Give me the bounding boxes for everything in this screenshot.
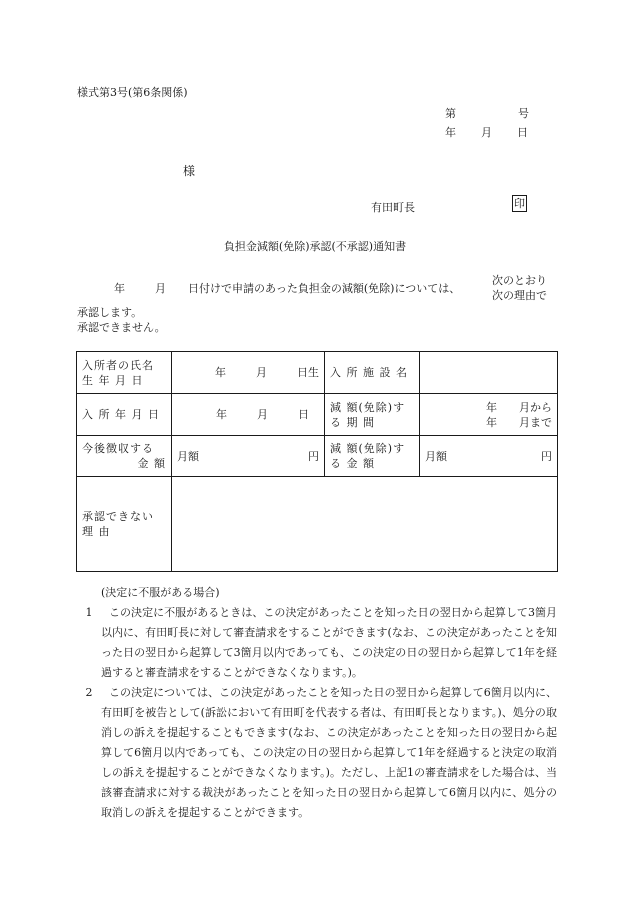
- intro-month: 月: [155, 282, 166, 295]
- collect-label-line1: 今後徴収する: [82, 442, 154, 455]
- seal-mark: 印: [514, 197, 525, 210]
- list-item: [77, 603, 557, 683]
- table-row: [77, 352, 558, 394]
- notes-heading: (決定に不服がある場合): [101, 586, 220, 599]
- dob-day: 日生: [297, 366, 319, 379]
- document-number: [445, 105, 529, 121]
- note-text: この決定に不服があるときは、この決定があったことを知った日の翌日から起算して3箇月以内に、有田町長に対して審査請求をすることができます(なお、この決定があったことを知った日の翌日から起算して3箇月以内であっても、この決定の日の翌日から起算して1年を経過すると審査請求をすることができなくなります。)。: [101, 606, 557, 679]
- form-number: 様式第3号(第6条関係): [77, 86, 188, 99]
- reduce-label-line2: る 金 額: [330, 457, 375, 470]
- name-dob-label-line2: 生 年 月 日: [82, 373, 144, 387]
- reduce-label-line1: 減 額(免除)す: [330, 442, 406, 455]
- reduce-monthly: 月額: [425, 449, 447, 463]
- issuer: 有田町長: [371, 201, 415, 214]
- document-date: [445, 124, 528, 140]
- intro-line: [114, 280, 460, 296]
- reason-label-line2: [82, 524, 166, 539]
- reduce-amount-cell: [420, 436, 558, 477]
- name-dob-label-line1: 入所者の氏名: [82, 358, 154, 372]
- period-cell: [420, 394, 558, 436]
- period-label: [325, 394, 420, 436]
- table-row: [77, 394, 558, 436]
- collect-amount-label: [77, 436, 172, 477]
- period-to: 月まで: [519, 415, 552, 429]
- doc-date-month: 月: [481, 126, 492, 139]
- choice-as-follows: 次のとおり: [492, 274, 547, 287]
- dob-cell: [172, 352, 325, 394]
- admission-day: 日: [298, 408, 309, 421]
- reduce-amount-label: [325, 436, 420, 477]
- period-label-line2: る 期 間: [330, 415, 375, 429]
- period-to-year: 年: [486, 415, 497, 429]
- reason-value: [172, 477, 558, 572]
- period-from: 月から: [519, 400, 552, 414]
- name-dob-label: [77, 352, 172, 394]
- disapprove-text: 承認できません。: [77, 321, 166, 334]
- collect-yen: 円: [308, 449, 319, 463]
- dob-month: 月: [256, 366, 267, 379]
- table-row: [77, 436, 558, 477]
- list-item: [77, 683, 557, 823]
- period-label-line1: 減 額(免除)す: [330, 400, 406, 414]
- doc-date-year: 年: [445, 126, 456, 139]
- note-text: この決定については、この決定があったことを知った日の翌日から起算して6箇月以内に、有田町を被告として(訴訟において有田町を代表する者は、有田町長となります。)、処分の取消しの訴えを提起することもできます(なお、この決定があったことを知った日の翌日から起算して6箇月以内であっても、この決定の日の翌日から起算して1年を経過すると決定の取消しの訴えを提起することができなくなります。)。ただし、上記1の審査請求をした場合は、当該審査請求に対する裁決があったことを知った日の翌日から起算して6箇月以内に、処分の取消しの訴えを提起することができます。: [101, 686, 557, 819]
- note-number: 2: [85, 686, 93, 699]
- dob-year: 年: [215, 366, 226, 379]
- reason-label: [77, 477, 172, 572]
- admission-year: 年: [216, 408, 227, 421]
- addressee: 様: [183, 164, 196, 178]
- approve-text: 承認します。: [77, 306, 143, 319]
- note-number: 1: [85, 606, 93, 619]
- table-row: [77, 477, 558, 572]
- intro-year: 年: [114, 282, 125, 295]
- collect-amount-cell: [172, 436, 325, 477]
- choice-for-reason: 次の理由で: [492, 289, 547, 302]
- appeal-notes: [77, 583, 557, 823]
- collect-label-line2: 金 額: [137, 457, 166, 470]
- admission-label: 入 所 年 月 日: [77, 394, 172, 436]
- intro-text: 日付けで申請のあった負担金の減額(免除)については、: [188, 282, 461, 295]
- facility-value: [420, 352, 558, 394]
- reason-label-line1: 承認できない: [82, 510, 154, 523]
- reduce-yen: 円: [541, 449, 552, 463]
- period-from-year: 年: [486, 400, 497, 414]
- admission-date-cell: [172, 394, 325, 436]
- doc-date-day: 日: [517, 126, 528, 139]
- notice-table: [76, 351, 558, 572]
- collect-monthly: 月額: [177, 449, 199, 463]
- document-title: 負担金減額(免除)承認(不承認)通知書: [223, 240, 407, 253]
- reason-label-text: 理 由: [82, 525, 111, 538]
- doc-number-prefix: 第: [445, 107, 456, 120]
- admission-month: 月: [257, 408, 268, 421]
- doc-number-suffix: 号: [518, 107, 529, 120]
- facility-label: 入 所 施 設 名: [325, 352, 420, 394]
